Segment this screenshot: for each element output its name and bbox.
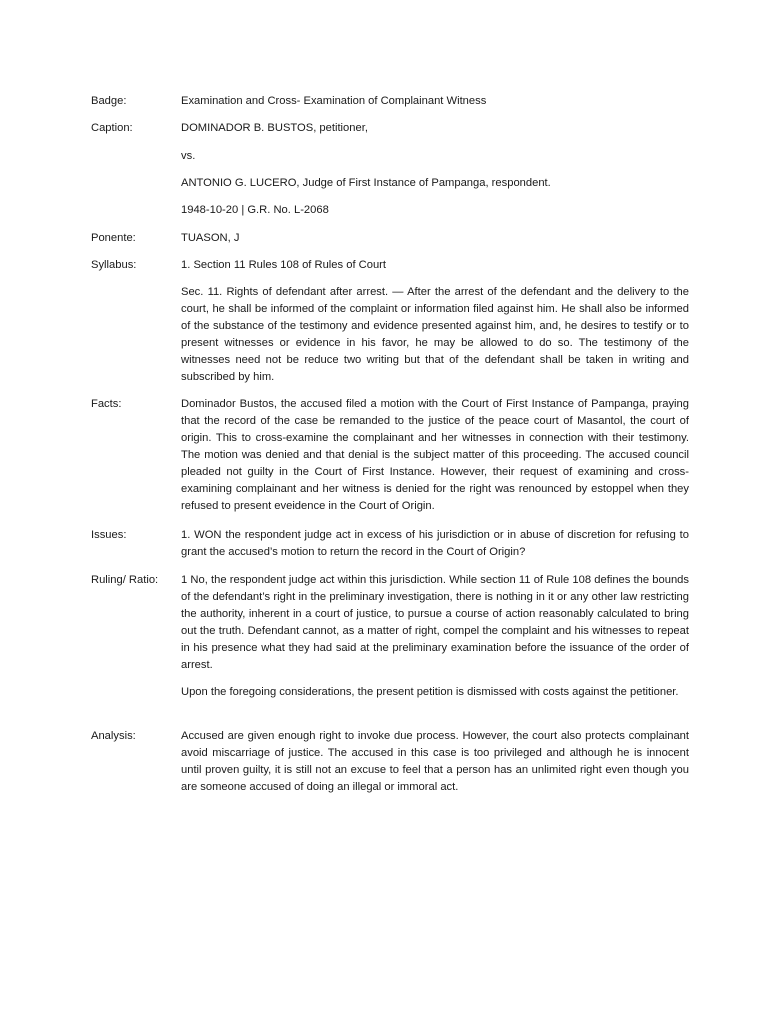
- caption-respondent: ANTONIO G. LUCERO, Judge of First Instance of Pampanga, respondent.: [181, 177, 551, 189]
- syllabus-text: Sec. 11. Rights of defendant after arrest. — After the arrest of the defendant and the delivery to the court, he shall be informed of the complaint or information filed against him. He shall also be informed of the substance of the testimony and evidence presented against him, and, he desires to testify or to present witnesses or evidence in his favor, he may be allowed to do so. The testimony of the witnesses need not be reduce two writing but that of the defendant shall be taken in writing and subscribed by him.: [181, 286, 689, 383]
- analysis-text: Accused are given enough right to invoke due process. However, the court also protects complainant avoid miscarriage of justice. The accused in this case is too privileged and although he is innocent until proven guilty, it is still not an excuse to feel that a person has an unlimited right even though you are someone accused of doing an illegal or immoral act.: [181, 730, 689, 793]
- ponente-value: TUASON, J: [181, 232, 240, 244]
- facts-text: Dominador Bustos, the accused filed a motion with the Court of First Instance of Pampanga, praying that the record of the case be remanded to the justice of the peace court of Masantol, the court of origin. This to cross-examine the complainant and her witnesses in connection with their testimony. The motion was denied and that denial is the subject matter of this proceeding. The accused council pleaded not guilty in the Court of First Instance. However, their request of examining and cross-examining complainant and her witness is denied for the right was renounced by estoppel when they refused to present eveidence in the Court of Origin.: [181, 398, 689, 512]
- syllabus-label: Syllabus:: [91, 259, 137, 271]
- analysis-label: Analysis:: [91, 730, 136, 742]
- issues-text: 1. WON the respondent judge act in excess of his jurisdiction or in abuse of discretion for refusing to grant the accused’s motion to return the record in the Court of Origin?: [181, 529, 689, 558]
- caption-date-gr: 1948-10-20 | G.R. No. L-2068: [181, 204, 329, 216]
- syllabus-heading: 1. Section 11 Rules 108 of Rules of Court: [181, 259, 387, 271]
- facts-label: Facts:: [91, 398, 122, 410]
- caption-vs: vs.: [181, 150, 196, 162]
- badge-label: Badge:: [91, 95, 127, 107]
- issues-label: Issues:: [91, 529, 127, 541]
- ruling-conclusion: Upon the foregoing considerations, the present petition is dismissed with costs against the petitioner.: [181, 686, 679, 698]
- caption-petitioner: DOMINADOR B. BUSTOS, petitioner,: [181, 122, 368, 134]
- caption-label: Caption:: [91, 122, 133, 134]
- ruling-text: 1 No, the respondent judge act within this jurisdiction. While section 11 of Rule 108 defines the bounds of the defendant’s right in the preliminary investigation, there is nothing in it or any other law restricting the authority, inherent in a court of justice, to pursue a course of action reasonably calculated to bring out the truth. Defendant cannot, as a matter of right, compel the complaint and his witnesses to repeat in his presence what they had said at the preliminary examination before the issuance of the order of arrest.: [181, 574, 689, 671]
- badge-value: Examination and Cross- Examination of Complainant Witness: [181, 95, 487, 107]
- ruling-label: Ruling/ Ratio:: [91, 574, 159, 586]
- ponente-label: Ponente:: [91, 232, 136, 244]
